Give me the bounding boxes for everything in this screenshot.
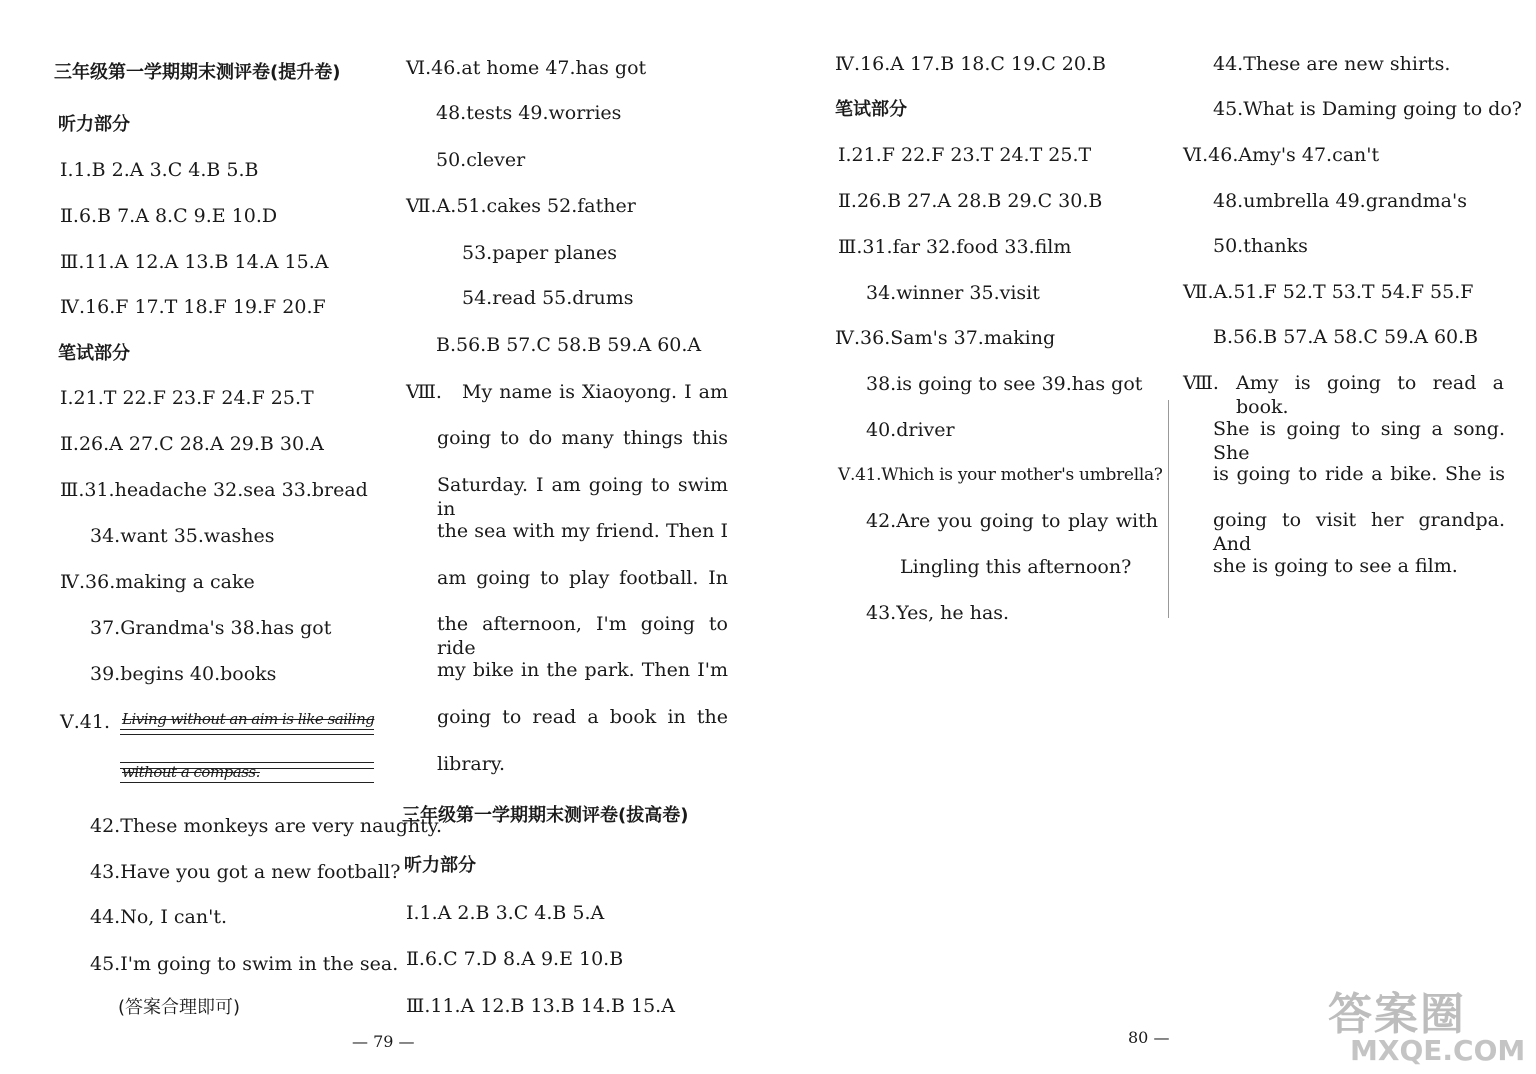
listening-heading: 听力部分 <box>404 855 476 876</box>
passage-line: am going to play football. In <box>437 567 728 589</box>
answer-row: 43.Have you got a new football? <box>90 861 401 883</box>
answer-row: 53.paper planes <box>462 242 618 264</box>
handwritten-answer: Living without an aim is like sailing <box>122 710 375 728</box>
passage-line: She is going to sing a song. She <box>1213 418 1505 464</box>
answer-row: 54.read 55.drums <box>462 287 634 309</box>
answer-row: Ⅰ.21.F 22.F 23.T 24.T 25.T <box>838 144 1092 166</box>
page-number: — 79 — <box>352 1032 415 1051</box>
passage-line: is going to ride a bike. She is <box>1213 463 1505 485</box>
passage-line: going to visit her grandpa. And <box>1213 509 1505 555</box>
answer-label: Ⅷ. <box>406 381 442 403</box>
answer-row: 44.These are new shirts. <box>1213 53 1451 75</box>
answer-row: 34.winner 35.visit <box>866 282 1040 304</box>
answer-row: Ⅵ.46.Amy's 47.can't <box>1183 144 1380 166</box>
answer-row: Ⅲ.31.far 32.food 33.film <box>838 236 1072 258</box>
answer-row: 39.begins 40.books <box>90 663 277 685</box>
answer-row: Ⅲ.11.A 12.B 13.B 14.B 15.A <box>406 995 675 1017</box>
answer-row: 40.driver <box>866 419 955 441</box>
passage-line: Amy is going to read a book. <box>1236 372 1504 418</box>
answer-row: 45.I'm going to swim in the sea. <box>90 953 399 975</box>
answer-row: 37.Grandma's 38.has got <box>90 617 332 639</box>
answer-row: Lingling this afternoon? <box>900 556 1132 578</box>
writing-guide-line <box>120 734 374 735</box>
answer-row: Ⅰ.21.T 22.F 23.F 24.F 25.T <box>60 387 314 409</box>
answer-row: Ⅴ.41.Which is your mother's umbrella? <box>838 465 1163 485</box>
answer-row: 42.These monkeys are very naughty. <box>90 815 442 837</box>
answer-row: B.56.B 57.A 58.C 59.A 60.B <box>1213 326 1479 348</box>
passage-line: the sea with my friend. Then I <box>437 520 728 542</box>
answer-row: 34.want 35.washes <box>90 525 275 547</box>
passage-line: going to read a book in the <box>437 706 728 728</box>
answer-label: Ⅴ.41. <box>60 711 110 733</box>
answer-row: Ⅱ.6.C 7.D 8.A 9.E 10.B <box>406 948 624 970</box>
answer-row: Ⅰ.1.B 2.A 3.C 4.B 5.B <box>60 159 259 181</box>
page-number: 80 — <box>1128 1028 1170 1047</box>
answer-note: (答案合理即可) <box>118 997 241 1018</box>
answer-row: 48.tests 49.worries <box>436 102 622 124</box>
exam-title-improve: 三年级第一学期期末测评卷(提升卷) <box>54 62 341 83</box>
watermark-logo: 答案圈 <box>1328 989 1466 1040</box>
answer-row: Ⅰ.1.A 2.B 3.C 4.B 5.A <box>406 902 605 924</box>
answer-row: Ⅱ.26.A 27.C 28.A 29.B 30.A <box>60 433 324 455</box>
answer-row: Ⅱ.6.B 7.A 8.C 9.E 10.D <box>60 205 278 227</box>
writing-heading: 笔试部分 <box>58 343 130 364</box>
answer-label: Ⅷ. <box>1183 372 1219 394</box>
answer-row: Ⅵ.46.at home 47.has got <box>406 57 647 79</box>
answer-row: 45.What is Daming going to do? <box>1213 98 1522 120</box>
passage-line: My name is Xiaoyong. I am <box>462 381 728 403</box>
listening-heading: 听力部分 <box>58 114 130 135</box>
exam-title-advanced: 三年级第一学期期末测评卷(拔高卷) <box>402 805 689 826</box>
answer-row: Ⅶ.A.51.F 52.T 53.T 54.F 55.F <box>1183 281 1474 303</box>
answer-row: Ⅳ.16.F 17.T 18.F 19.F 20.F <box>60 296 326 318</box>
passage-line: Saturday. I am going to swim in <box>437 474 728 520</box>
answer-row: Ⅶ.A.51.cakes 52.father <box>406 195 636 217</box>
writing-heading: 笔试部分 <box>835 99 907 120</box>
answer-row: Ⅳ.36.Sam's 37.making <box>835 327 1056 349</box>
handwritten-answer: without a compass. <box>122 763 260 781</box>
answer-row: B.56.B 57.C 58.B 59.A 60.A <box>436 334 702 356</box>
answer-row: 44.No, I can't. <box>90 906 228 928</box>
column-divider <box>1168 400 1169 618</box>
answer-row: Ⅳ.36.making a cake <box>60 571 255 593</box>
answer-row: Ⅱ.26.B 27.A 28.B 29.C 30.B <box>838 190 1103 212</box>
answer-row: 43.Yes, he has. <box>866 602 1010 624</box>
answer-row: Ⅲ.31.headache 32.sea 33.bread <box>60 479 368 501</box>
passage-line: my bike in the park. Then I'm <box>437 659 728 681</box>
passage-line: the afternoon, I'm going to ride <box>437 613 728 659</box>
answer-row: 50.clever <box>436 149 526 171</box>
answer-row: 42.Are you going to play with <box>866 510 1158 532</box>
answer-row: Ⅲ.11.A 12.A 13.B 14.A 15.A <box>60 251 329 273</box>
passage-line: library. <box>437 753 506 775</box>
passage-line: going to do many things this <box>437 427 728 449</box>
answer-row: Ⅳ.16.A 17.B 18.C 19.C 20.B <box>835 53 1106 75</box>
answer-row: 50.thanks <box>1213 235 1308 257</box>
passage-line: she is going to see a film. <box>1213 555 1458 577</box>
answer-row: 48.umbrella 49.grandma's <box>1213 190 1467 212</box>
answer-row: 38.is going to see 39.has got <box>866 373 1143 395</box>
watermark-site: MXQE.COM <box>1350 1034 1526 1067</box>
